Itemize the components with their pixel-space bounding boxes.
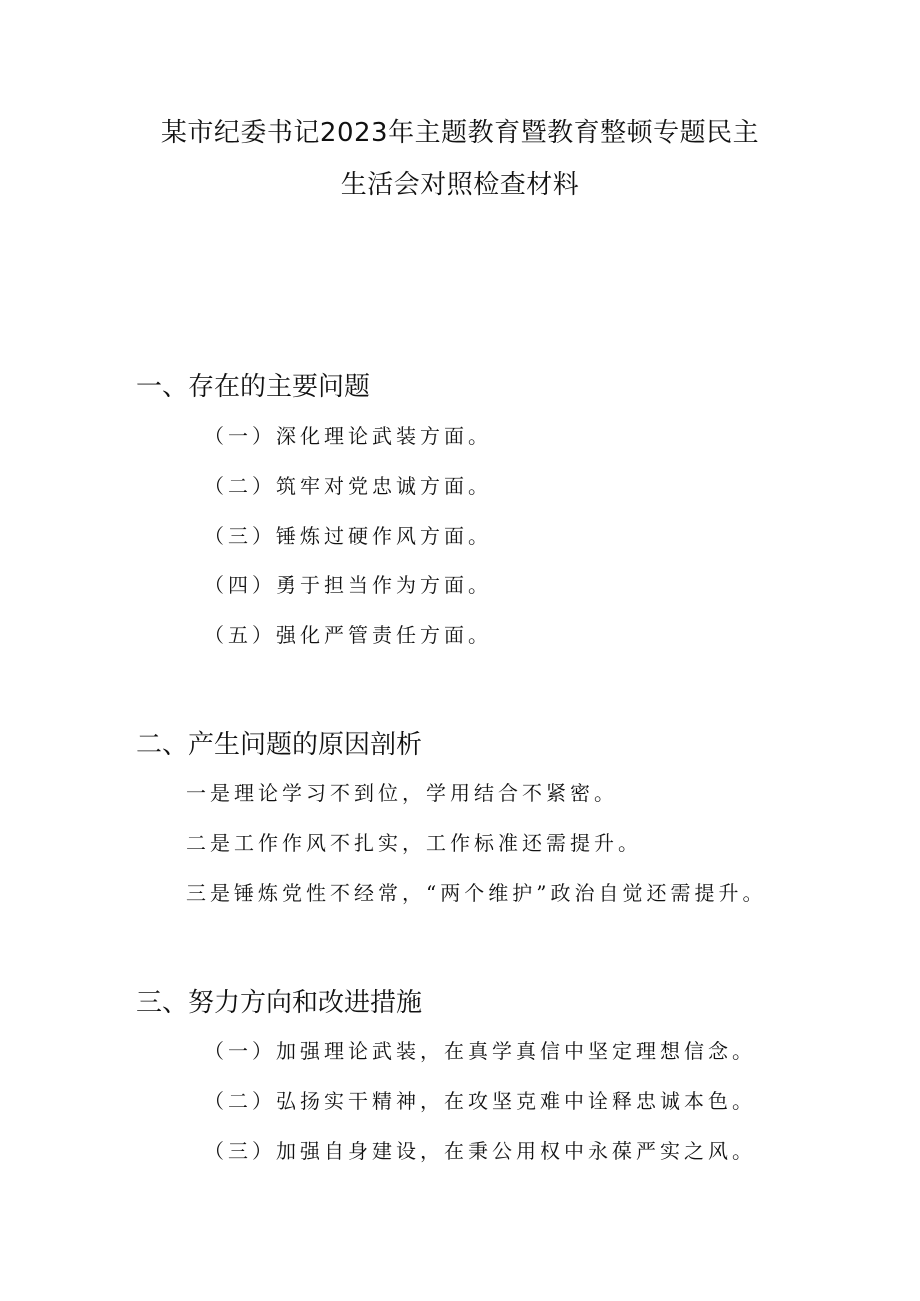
list-item: 三是锤炼党性不经常，“两个维护”政治自觉还需提升。 [186, 881, 767, 905]
list-item: （四）勇于担当作为方面。 [204, 573, 492, 597]
list-item: （一）深化理论武装方面。 [204, 424, 492, 448]
list-item: 一是理论学习不到位，学用结合不紧密。 [186, 781, 618, 805]
list-item: 二是工作作风不扎实，工作标准还需提升。 [186, 831, 642, 855]
list-item: （五）强化严管责任方面。 [204, 623, 492, 647]
list-item: （二）筑牢对党忠诚方面。 [204, 474, 492, 498]
list-item: （三）锤炼过硬作风方面。 [204, 524, 492, 548]
section-heading-measures: 三、努力方向和改进措施 [136, 988, 423, 1018]
list-item: （二）弘扬实干精神，在攻坚克难中诠释忠诚本色。 [204, 1089, 756, 1113]
list-item: （三）加强自身建设，在秉公用权中永葆严实之风。 [204, 1139, 756, 1163]
document-title-line-2: 生活会对照检查材料 [340, 170, 580, 200]
document-title-line-1: 某市纪委书记2023年主题教育暨教育整顿专题民主 [160, 118, 760, 148]
list-item: （一）加强理论武装，在真学真信中坚定理想信念。 [204, 1039, 756, 1063]
section-heading-problems: 一、存在的主要问题 [136, 372, 371, 402]
section-heading-causes: 二、产生问题的原因剖析 [136, 730, 423, 760]
